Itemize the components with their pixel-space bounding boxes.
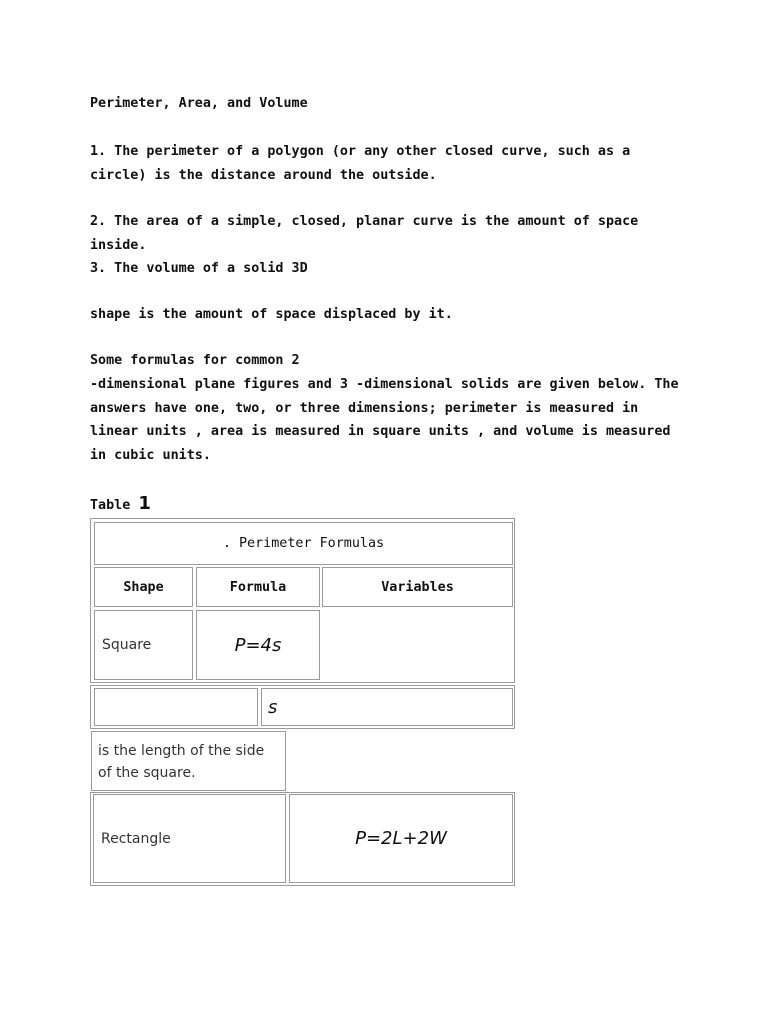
paragraph-volume: 3. The volume of a solid 3D bbox=[90, 261, 308, 276]
table-title: . Perimeter Formulas bbox=[94, 522, 513, 565]
paragraph-volume-cont: shape is the amount of space displaced by it. bbox=[90, 307, 453, 322]
header-shape: Shape bbox=[94, 567, 193, 607]
header-variables: Variables bbox=[322, 567, 513, 607]
cell-variable-empty bbox=[94, 688, 258, 726]
cell-variable-description: is the length of the side of the square. bbox=[91, 731, 286, 791]
cell-square-shape: Square bbox=[94, 610, 193, 680]
paragraph-area: 2. The area of a simple, closed, planar curve is the amount of space inside. bbox=[90, 214, 647, 253]
cell-rectangle-formula: P=2L+2W bbox=[289, 794, 513, 883]
cell-variable-symbol: s bbox=[261, 688, 513, 726]
document-title: Perimeter, Area, and Volume bbox=[90, 96, 308, 111]
paragraph-formulas-body: -dimensional plane figures and 3 -dimensional solids are given below. The answers have one, two, or three dimensions; perimeter is measured in linear units , area is measured in square units , and volume is measured in cubic units. bbox=[90, 377, 687, 463]
table-caption bbox=[90, 493, 151, 514]
paragraph-formulas-intro: Some formulas for common 2 bbox=[90, 353, 300, 368]
cell-square-variables bbox=[322, 610, 513, 680]
cell-square-formula: P=4s bbox=[196, 610, 320, 680]
paragraph-perimeter: 1. The perimeter of a polygon (or any other closed curve, such as a circle) is the distance around the outside. bbox=[90, 144, 639, 183]
cell-rectangle-shape: Rectangle bbox=[93, 794, 286, 883]
table-caption-number: 1 bbox=[138, 493, 151, 514]
header-formula: Formula bbox=[196, 567, 320, 607]
table-caption-label: Table bbox=[90, 498, 139, 513]
